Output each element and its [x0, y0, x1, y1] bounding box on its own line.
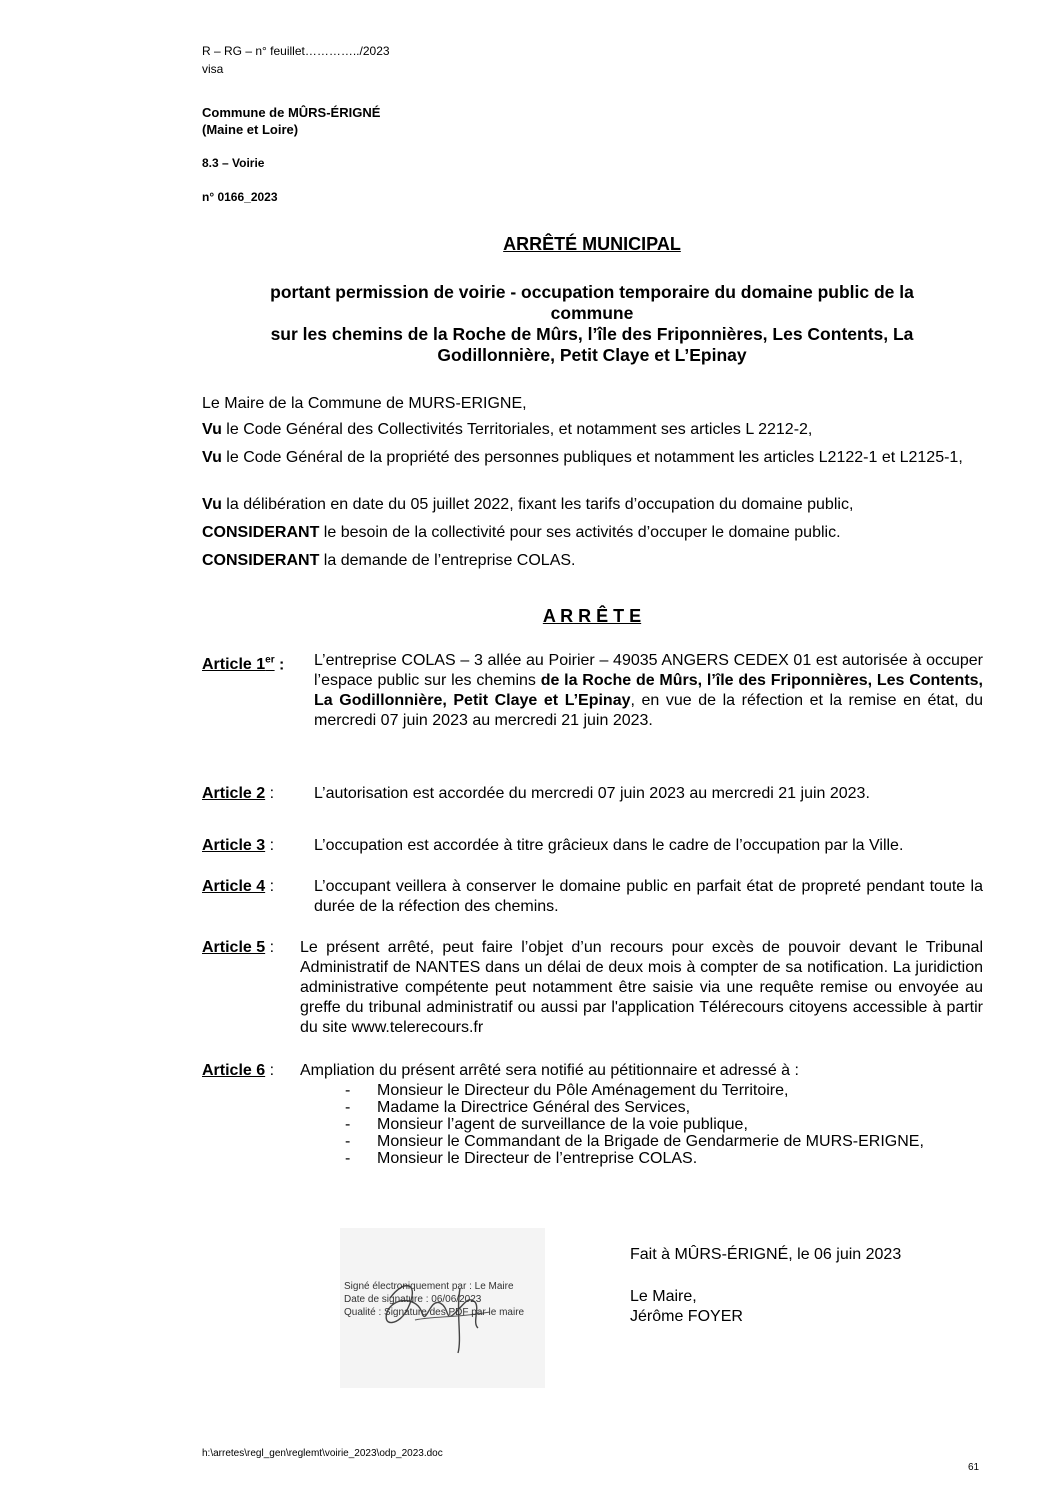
recipient-text: Monsieur le Directeur du Pôle Aménagement du Territoire, [377, 1082, 789, 1099]
article-label-text: Article 4 [202, 878, 266, 895]
recipient-text: Monsieur le Commandant de la Brigade de Gendarmerie de MURS-ERIGNE, [377, 1133, 924, 1150]
article-5-label [202, 938, 274, 958]
preamble-vu-cgppp [202, 448, 986, 468]
article-label-text: Article 3 [202, 837, 266, 854]
subtitle-line: portant permission de voirie - occupation temporaire du domaine public de la [270, 282, 914, 302]
commune-name: Commune de MÛRS-ÉRIGNÉ [202, 105, 381, 120]
e-signature-line: Qualité : Signature des PDF par le maire [344, 1307, 525, 1318]
considerant-word: CONSIDERANT [202, 552, 320, 569]
article-1-text-part: L’entreprise COLAS – 3 allée au Poirier – 49035 ANGERS CEDEX 01 est autorisée à occuper l’espace public sur les chemins [314, 652, 983, 689]
department-name: (Maine et Loire) [202, 122, 299, 137]
preamble-text: le Code Général de la propriété des personnes publiques et notamment les articles L2122-1 et L2125-1, [221, 449, 963, 466]
reference-line: R – RG – n° feuillet…………../2023 [202, 44, 390, 58]
article-label-colon: : [265, 785, 275, 802]
list-item [300, 1099, 983, 1116]
arrete-heading: A R R Ê T E [542, 606, 642, 626]
preamble-text: le Code Général des Collectivités Territoriales, et notamment ses articles L 2212-2, [221, 421, 813, 438]
place-and-date: Fait à MÛRS-ÉRIGNÉ, le 06 juin 2023 [630, 1246, 902, 1263]
vu-word: Vu [202, 496, 222, 513]
article-6-label [202, 1061, 274, 1081]
list-item [300, 1133, 983, 1150]
preamble-text: la demande de l’entreprise COLAS. [319, 552, 576, 569]
article-5-text: Le présent arrêté, peut faire l’objet d’un recours pour excès de pouvoir devant le Tribunal Administratif de NANTES dans un délai de deux mois à compter de sa notification. La juridiction administrative compétente peut notamment être saisie via une requête remise ou envoyée au greffe du tribunal administratif ou aussi par l'application Télérecours citoyens accessible à partir du site www.telerecours.fr [300, 939, 983, 1036]
article-2-text: L’autorisation est accordée du mercredi 07 juin 2023 au mercredi 21 juin 2023. [314, 785, 870, 802]
list-item [300, 1082, 983, 1099]
arrete-number: n° 0166_2023 [202, 190, 278, 204]
article-label-colon: : [265, 837, 275, 854]
signatory-name: Jérôme FOYER [630, 1308, 743, 1325]
signatory-role: Le Maire, [630, 1288, 697, 1305]
list-dash: - [345, 1116, 351, 1133]
article-label-text: Article 5 [202, 939, 266, 956]
article-label-colon: : [265, 878, 275, 895]
document-subtitle [200, 282, 984, 366]
list-dash: - [345, 1099, 351, 1116]
subtitle-line: Godillonnière, Petit Claye et L’Epinay [437, 345, 747, 365]
considerant-word: CONSIDERANT [202, 524, 320, 541]
article-3-label [202, 836, 274, 856]
subtitle-line: commune [550, 303, 634, 323]
recipient-list [300, 1082, 983, 1167]
preamble-text: le besoin de la collectivité pour ses activités d’occuper le domaine public. [319, 524, 841, 541]
article-label-colon: : [265, 939, 275, 956]
preamble-considerant-2 [202, 551, 986, 571]
preamble-considerant-1 [202, 523, 986, 543]
article-1-text-bold: de la Roche de Mûrs, l’île des Friponnières, Les Contents, La Godillonnière, Petit Claye et L’Epinay [314, 672, 983, 709]
list-dash: - [345, 1133, 351, 1150]
article-label-text: Article 6 [202, 1062, 266, 1079]
recipient-text: Madame la Directrice Général des Services, [377, 1099, 691, 1116]
recipient-text: Monsieur le Directeur de l’entreprise COLAS. [377, 1150, 698, 1167]
article-6-intro: Ampliation du présent arrêté sera notifié au pétitionnaire et adressé à : [300, 1062, 799, 1079]
article-4-text: L’occupant veillera à conserver le domaine public en parfait état de propreté pendant toute la durée de la réfection des chemins. [314, 878, 983, 915]
preamble-vu-deliberation [202, 495, 986, 515]
category-label: 8.3 – Voirie [202, 156, 265, 170]
preamble-vu-cgct [202, 420, 986, 440]
e-signature-line: Date de signature : 06/06/2023 [344, 1294, 482, 1305]
list-dash: - [345, 1082, 351, 1099]
list-item [300, 1150, 983, 1167]
list-dash: - [345, 1150, 351, 1167]
visa-label: visa [202, 62, 224, 76]
vu-word: Vu [202, 449, 222, 466]
article-3-text: L’occupation est accordée à titre grâcieux dans le cadre de l’occupation par la Ville. [314, 837, 904, 854]
list-item [300, 1116, 983, 1133]
article-1-text [314, 651, 983, 731]
article-1-label [202, 651, 284, 675]
article-label-sup: er [265, 655, 275, 666]
article-2-label [202, 784, 274, 804]
article-label-text: Article 2 [202, 785, 266, 802]
page-number: 61 [968, 1462, 980, 1473]
e-signature-line: Signé électroniquement par : Le Maire [344, 1281, 514, 1292]
subtitle-line: sur les chemins de la Roche de Mûrs, l’île des Friponnières, Les Contents, La [270, 324, 914, 344]
preamble-text: la délibération en date du 05 juillet 2022, fixant les tarifs d’occupation du domaine public, [221, 496, 854, 513]
preamble-maire: Le Maire de la Commune de MURS-ERIGNE, [202, 395, 527, 412]
vu-word: Vu [202, 421, 222, 438]
article-label-colon: : [274, 656, 285, 674]
document-title: ARRÊTÉ MUNICIPAL [503, 234, 681, 254]
article-4-label [202, 877, 274, 897]
recipient-text: Monsieur l’agent de surveillance de la voie publique, [377, 1116, 748, 1133]
article-label-colon: : [265, 1062, 275, 1079]
file-path: h:\arretes\regl_gen\reglemt\voirie_2023\odp_2023.doc [202, 1448, 443, 1459]
article-1-text-part: , en vue de la réfection et la remise en état, du mercredi 07 juin 2023 au mercredi 21 juin 2023. [314, 692, 983, 729]
article-label-text: Article 1 [202, 656, 266, 674]
